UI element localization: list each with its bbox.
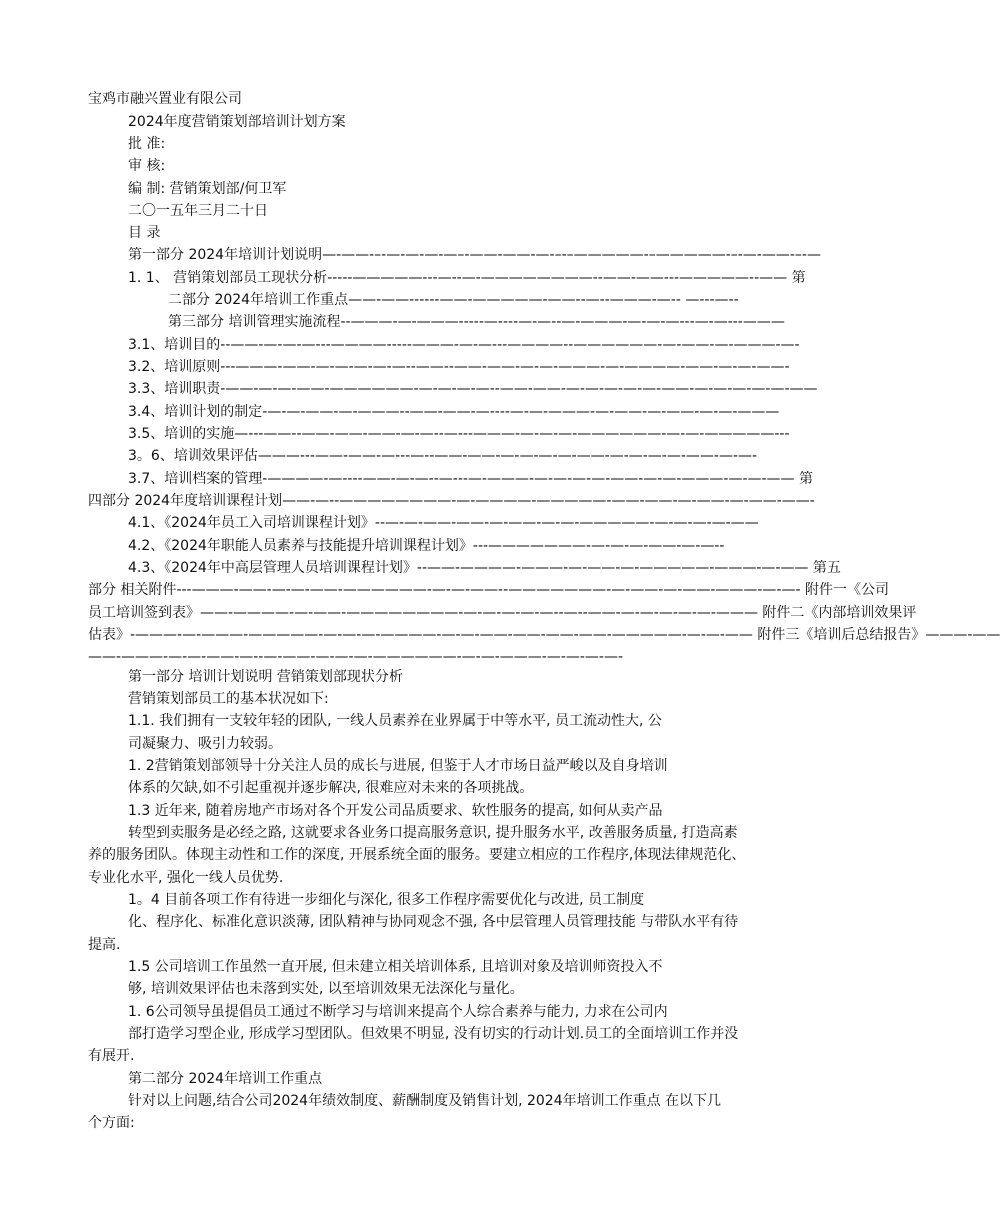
toc-item-4-2: 4.2、《2024年职能人员素养与技能提升培训课程计划》---———————-—-—-—-——-—-—--: [128, 538, 725, 554]
body-line: 1.5 公司培训工作虽然一直开展, 但未建立相关培训体系, 且培训对象及培训师资投入不: [128, 959, 663, 975]
toc-part4: 四部分 2024年度培训课程计划——-—--————————-—-————-—————-——-——-—-——-—-——-——-: [88, 493, 815, 509]
body-line: 专业化水平, 强化一线人员优势.: [88, 870, 284, 886]
body-line: 体系的欠缺,如不引起重视并逐步解决, 很难应对未来的各项挑战。: [128, 780, 534, 796]
toc-part3: 第三部分 培训管理实施流程--———-—-———-----—----—-—--—-———-—-—-—---—-—---———: [168, 314, 785, 330]
toc-heading: 目 录: [128, 225, 161, 241]
toc-item-3-3: 3.3、培训职责-——-—-—-——-——————-—-—-—-—--——-——-—-—-—-—-—-——-—-—-—-—-—-——: [128, 381, 818, 397]
body-line: 化、程序化、标准化意识淡薄, 团队精神与协同观念不强, 各中层管理人员管理技能 与带队水平有待: [128, 914, 739, 930]
toc-part5-line2: 员工培训签到表》——-————-—-——-————————-—-—-—-—-—--—--——-—-—-—-—-—-——— 附件二《内部培训效果评: [88, 605, 917, 621]
body-line: 针对以上问题,结合公司2024年绩效制度、薪酬制度及销售计划, 2024年培训工作重点 在以下几: [128, 1093, 722, 1109]
body-line: 够, 培训效果评估也未落到实处, 以至培训效果无法深化与量化。: [128, 981, 524, 997]
body-line: 养的服务团队。体现主动性和工作的深度, 开展系统全面的服务。要建立相应的工作程序,体现法律规范化、: [88, 847, 746, 863]
toc-part5-line4: ——-———-—-—-——-—--—-——-—-—-—-——————-—-—-———-—-—-—-—-: [88, 649, 624, 665]
body-line: 有展开.: [88, 1048, 135, 1064]
body-line: 1.3 近年来, 随着房地产市场对各个开发公司品质要求、软性服务的提高, 如何从卖产品: [128, 803, 663, 819]
toc-item-4-3: 4.3、《2024年中高层管理人员培训课程计划》--——-————-———-—-——-—-—————-———-—-—— 第五: [128, 560, 841, 576]
section-heading-part2: 第二部分 2024年培训工作重点: [128, 1071, 323, 1087]
body-line: 部打造学习型企业, 形成学习型团队。但效果不明显, 没有切实的行动计划.员工的全面培训工作并没: [128, 1026, 739, 1042]
body-line: 1.1. 我们拥有一支较年轻的团队, 一线人员素养在业界属于中等水平, 员工流动性大, 公: [128, 713, 662, 729]
toc-part2: 二部分 2024年培训工作重点——-——------——-—————-——--—--———-—-- —---—--: [168, 292, 739, 308]
toc-item-3-5: 3.5、培训的实施—---——--——-——-——-—-—--—---———-—-—-—-——————-—-—-—————---: [128, 426, 790, 442]
toc-item-4-1: 4.1、《2024年员工入司培训课程计划》--—-—-——-——-—-——-—-—-—————-—-—-—-—-——: [128, 515, 759, 531]
body-line: 1. 2营销策划部领导十分关注人员的成长与进展, 但鉴于人才市场日益严峻以及自身培训: [128, 758, 668, 774]
toc-part5-line1: 部分 相关附件---———-——-—-—-——-——————-—-—-——--———————-—-——-—-——-———-—-—- 附件一《公司: [88, 582, 889, 598]
body-line: 1。4 目前各项工作有待进一步细化与深化, 很多工作程序需要优化与改进, 员工制度: [128, 892, 645, 908]
company-name: 宝鸡市融兴置业有限公司: [88, 91, 242, 107]
toc-item-3-1: 3.1、培训目的--——-—-—-—---————-----———-—-—---————--——————-—-——-—-———-—-: [128, 337, 800, 353]
toc-item-3-7: 3.7、培训档案的管理-————-—----——-—-—--—---—-———-—-—-—-—-——-—-—-———-—-—-—— 第: [128, 471, 814, 487]
toc-part5-line3: 估表》-———-—-———-—————-—-—-—-————-—-—-——-——-——-——-—————-—-—-—— 附件三《培训后总结报告》———-——: [88, 627, 1000, 643]
toc-item-3-6: 3。6、培训效果评估———---——-——-—---—--——-——-—-—-—-—-——-—-—-—-—-——-—-—-: [128, 448, 758, 464]
body-line: 提高.: [88, 937, 121, 953]
body-line: 司凝聚力、吸引力较弱。: [128, 736, 282, 752]
toc-item-3-4: 3.4、培训计划的制定-—-—-——-—-———--——-——-—----—-—-———-—-——-—-——-—-—-———: [128, 404, 780, 420]
date-line: 二〇一五年三月二十日: [128, 203, 268, 219]
document-title: 2024年度营销策划部培训计划方案: [128, 114, 346, 130]
toc-item-3-2: 3.2、培训原则---———-——-—-—-—-—-—--——--——-——-—-—-———-—-————-——-—-—-——-: [128, 359, 790, 375]
toc-item-1-1: 1. 1、 营销策划部员工现状分析-----—————---—--—-————————--——-——---—————--—— 第: [128, 270, 806, 286]
body-line: 1. 6公司领导虽提倡员工通过不断学习与培训来提高个人综合素养与能力, 力求在公司内: [128, 1004, 668, 1020]
review-line: 审 核:: [128, 158, 166, 174]
body-line: 营销策划部员工的基本状况如下:: [128, 691, 329, 707]
body-line: 转型到卖服务是必经之路, 这就要求各业务口提高服务意识, 提升服务水平, 改善服务质量, 打造高素: [128, 825, 738, 841]
section-heading-part1: 第一部分 培训计划说明 营销策划部现状分析: [128, 669, 403, 685]
compile-line: 编 制: 营销策划部/何卫军: [128, 181, 287, 197]
body-line: 个方面:: [88, 1115, 135, 1131]
toc-part1: 第一部分 2024年培训计划说明—-——-–-—-—-—-—–-——-——-—-–-–—————-–—————-–-—-——-–-—: [128, 247, 821, 263]
approve-line: 批 准:: [128, 136, 166, 152]
